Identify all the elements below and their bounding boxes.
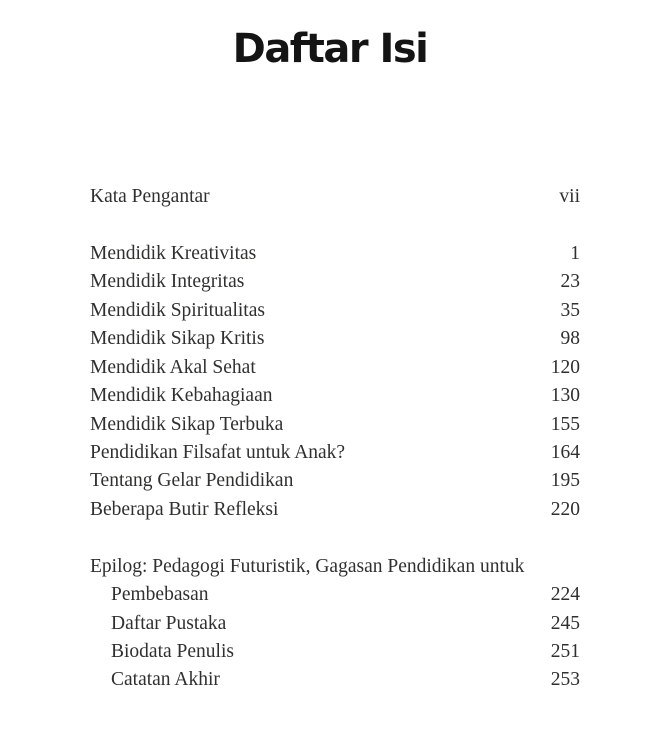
toc-entry-label: Biodata Penulis xyxy=(111,641,234,662)
toc-entry-page: 251 xyxy=(550,641,580,662)
toc-row xyxy=(90,496,580,524)
toc-spacer xyxy=(90,211,580,239)
toc-row xyxy=(90,553,580,581)
toc-entry-page: 35 xyxy=(560,299,580,321)
toc-row xyxy=(90,638,580,666)
toc-entry-page: 23 xyxy=(560,271,580,293)
toc-row xyxy=(90,581,580,609)
toc-entry-page: 120 xyxy=(550,356,580,378)
toc-entry-page: 245 xyxy=(550,612,580,634)
toc-row xyxy=(90,354,580,382)
toc-row xyxy=(90,382,580,410)
toc-entry-label: Catatan Akhir xyxy=(111,669,220,691)
toc-entry-page: 1 xyxy=(570,242,580,264)
toc-entry-label: Epilog: Pedagogi Futuristik, Gagasan Pendidikan untuk xyxy=(90,555,525,577)
toc-row xyxy=(90,240,580,268)
toc-row xyxy=(90,439,580,467)
toc-entry-page: 253 xyxy=(550,669,580,691)
toc-row xyxy=(90,268,580,296)
toc-entry-page: 164 xyxy=(550,441,580,463)
toc-entry-label: Beberapa Butir Refleksi xyxy=(90,498,279,520)
toc-row xyxy=(90,610,580,638)
toc-entry-page: 195 xyxy=(550,470,580,492)
toc-entry-label: Mendidik Sikap Kritis xyxy=(90,328,265,350)
toc-entry-label: Pendidikan Filsafat untuk Anak? xyxy=(90,441,346,463)
toc-list xyxy=(90,183,580,695)
toc-row xyxy=(90,297,580,325)
toc-entry-label: Mendidik Kebahagiaan xyxy=(90,385,273,407)
toc-entry-label: Pembebasan xyxy=(111,584,209,606)
toc-entry-label: Daftar Pustaka xyxy=(111,612,227,634)
toc-entry-page: 130 xyxy=(550,385,580,407)
toc-row xyxy=(90,666,580,694)
toc-row xyxy=(90,467,580,495)
toc-entry-label: Mendidik Akal Sehat xyxy=(90,356,256,378)
toc-entry-label: Tentang Gelar Pendidikan xyxy=(90,470,294,492)
toc-row xyxy=(90,325,580,353)
toc-entry-page: 220 xyxy=(550,498,580,520)
toc-entry-page: 224 xyxy=(550,584,580,606)
toc-row xyxy=(90,411,580,439)
toc-entry-page: vii xyxy=(559,186,580,207)
toc-entry-label: Mendidik Sikap Terbuka xyxy=(90,413,284,435)
toc-entry-label: Mendidik Spiritualitas xyxy=(90,299,265,321)
toc-spacer xyxy=(90,524,580,552)
toc-row xyxy=(90,183,580,211)
toc-entry-page: 98 xyxy=(560,328,580,350)
toc-entry-label: Mendidik Integritas xyxy=(90,271,245,293)
toc-entry-label: Kata Pengantar xyxy=(90,186,210,207)
toc-entry-page: 155 xyxy=(550,413,580,435)
page-title: Daftar Isi xyxy=(232,26,428,72)
toc-entry-label: Mendidik Kreativitas xyxy=(90,242,257,264)
